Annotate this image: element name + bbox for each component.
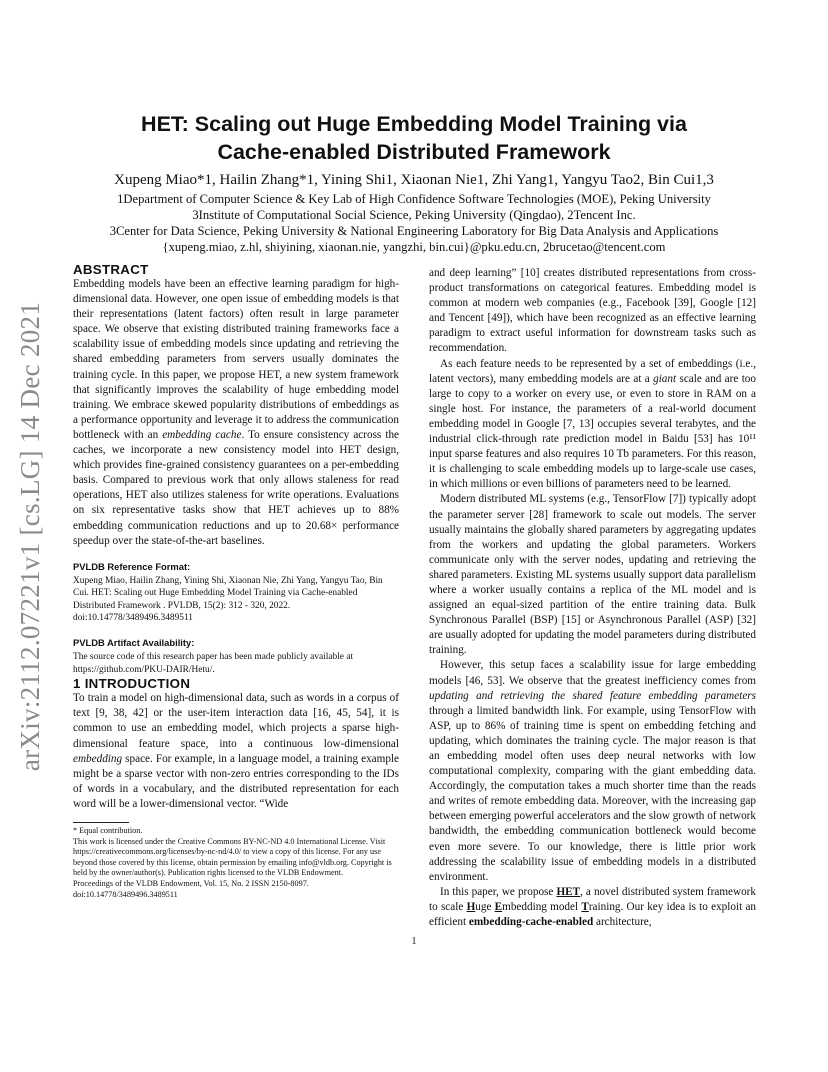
page-number: 1 — [411, 936, 417, 947]
right-p5-part-1: In this paper, we propose — [440, 885, 557, 898]
author-emails: {xupeng.miao, z.hl, shiyining, xiaonan.nie, yangzhi, bin.cui}@pku.edu.cn, 2brucetao@tencent.com — [162, 240, 666, 254]
right-p5-part-4: mbedding model — [502, 900, 582, 913]
right-p4-emphasis: updating and retrieving the shared feature embedding parameters — [429, 689, 756, 702]
right-p5-part-2: , a novel distributed system framework to scale — [429, 885, 756, 913]
footnote-equal-contribution: * Equal contribution. — [73, 826, 143, 835]
introduction-paragraph — [73, 691, 399, 812]
right-p5-bold-phrase: embedding-cache-enabled — [468, 916, 594, 929]
abstract-part-1: Embedding models have been an effective learning paradigm for high-dimensional data. However, one open issue of embedding models is that their representations (latent factors) often result in large parameter space. We observe that existing distributed training frameworks face a scalability issue of embedding models since updating and retrieving the shared embedding parameters from servers usually dominates the training cycle. In this paper, we propose HET, a new system framework that significantly improves the scalability of huge embedding model training. We embrace skewed popularity distributions of embeddings as a performance opportunity and leverage it to address the communication bottleneck with an — [73, 278, 399, 441]
paper-title — [60, 110, 768, 166]
affiliation-line-2: 3Institute of Computational Social Science, Peking University (Qingdao), 2Tencent Inc. — [192, 208, 636, 222]
right-paragraph-1: and deep learning” [10] creates distributed representations from cross-product transformations on categorical features. Embedding model is common at modern web companies (e.g., Facebook [39], Google [12] and Tencent [49]), which have been recognized as an effective learning paradigm to extract useful information for downstream tasks such as recommendation. — [429, 267, 756, 355]
right-p4-part-2: through a limited bandwidth link. For example, using TensorFlow with ASP, up to 86% of training time is spent on embedding fetching and updating, which dominates the training cycle. The major reason is that an embedding model often uses deep neural networks with low computational complexity, comparing with the giant embedding data. Accordingly, the computation takes a much shorter time than the reads and writes of remote embedding data. Moreover, with the increasing gap between emerging powerful accelerators and the slow growth of network bandwidth, the embedding communication bottleneck would become even more severe. To our knowledge, there is little prior work addressing the scalability issue of embedding models in a distributed environment. — [429, 704, 756, 883]
acronym-letter-t: T — [581, 900, 589, 913]
affiliation-line-3: 3Center for Data Science, Peking University & National Engineering Laboratory for Big Data Analysis and Applications — [109, 224, 719, 238]
reference-format-heading: PVLDB Reference Format: — [73, 560, 191, 572]
arxiv-identifier-stamp — [11, 0, 51, 1072]
introduction-heading: 1 INTRODUCTION — [73, 676, 191, 692]
acronym-letter-h: H — [466, 900, 476, 913]
intro-part-2: space. For example, in a language model, a training example might be a sparse vector with non-zero entries corresponding to the IDs of words in a vocabulary, and the distributed representation for each word will be a lower-dimensional vector. “Wide — [73, 752, 399, 810]
footnote-divider — [73, 822, 129, 823]
left-column — [73, 262, 399, 900]
abstract-part-2: . To ensure consistency across the caches, we incorporate a new consistency model into HET design, which provides fine-grained consistency guarantees on a per-embedding basis. Compared to previous work that only allows staleness for read operations, HET also utilizes staleness for write operations. Evaluations on six representative tasks show that HET achieves up to 88% embedding communication reductions and up to 20.68× performance speedup over the state-of-the-art baselines. — [73, 428, 399, 547]
title-line-2: Cache-enabled Distributed Framework — [217, 140, 611, 164]
right-paragraph-5 — [429, 885, 756, 930]
right-p5-part-6: architecture, — [593, 916, 652, 929]
het-name: HET — [556, 885, 581, 898]
arxiv-id-text: arXiv:2112.07221v1 [cs.LG] 14 Dec 2021 — [15, 301, 46, 771]
abstract-text — [73, 277, 399, 549]
right-paragraph-3: Modern distributed ML systems (e.g., TensorFlow [7]) typically adopt the parameter server [28] framework to scale out models. The server usually maintains the globally shared parameters by aggregating updates from the workers and updating the global parameters. Workers communicate only with the server nodes, updating and retrieving the shared parameters. Existing ML systems usually support data parallelism where a worker usually contains a replica of the ML model and is assigned an equal-sized partition of the entire training data. Bulk Synchronous Parallel (BSP) [15] or Asynchronous Parallel (ASP) [32] are usually adopted for updating the model parameters during distributed training. — [429, 493, 756, 657]
author-list: Xupeng Miao*1, Hailin Zhang*1, Yining Shi1, Xiaonan Nie1, Zhi Yang1, Yangyu Tao2, Bin Cui1,3 — [114, 172, 714, 188]
abstract-emphasis: embedding cache — [162, 428, 242, 441]
footnote-proceedings: Proceedings of the VLDB Endowment, Vol. 15, No. 2 ISSN 2150-8097. doi:10.14778/3489496.3489511 — [73, 878, 309, 899]
right-p2-emphasis: giant — [653, 372, 677, 385]
right-p2-part-1: As each feature needs to be represented by a set of embeddings (i.e., latent vectors), many embedding models are at a — [429, 357, 756, 385]
right-p4-part-1: However, this setup faces a scalability issue for large embedding models [46, 53]. We observe that the greatest inefficiency comes from — [429, 659, 756, 687]
right-p2-part-2: scale and are too large to copy to a worker on every use, or even to store in RAM on a single host. For instance, the parameters of a real-world document embedding model in Google [7, 13] occupies several terabytes, and the industrial click-through rate prediction model in Baidu [53] has 10¹¹ input sparse features and also requires 10 Tb parameters. For this reason, it is challenging to scale embedding models up to large-scale use cases, in which millions or even billions of parameters need to be learned. — [429, 372, 756, 491]
right-p5-part-3: uge — [475, 900, 495, 913]
artifact-text: The source code of this research paper has been made publicly available at https://github.com/PKU-DAIR/Hetu/. — [73, 652, 354, 675]
abstract-heading: ABSTRACT — [73, 262, 149, 277]
intro-part-1: To train a model on high-dimensional data, such as words in a corpus of text [9, 38, 42] or the user-item interaction data [16, 45, 54], it is common to use an embedding model, which projects a sparse high-dimensional feature space, into a continuous low-dimensional — [73, 692, 399, 750]
right-p5-part-5: raining. Our key idea is to exploit an efficient — [429, 900, 757, 929]
title-line-1: HET: Scaling out Huge Embedding Model Training via — [141, 112, 687, 136]
artifact-heading: PVLDB Artifact Availability: — [73, 637, 195, 649]
right-column — [429, 266, 756, 930]
right-paragraph-4 — [429, 658, 756, 884]
intro-emphasis: embedding — [73, 752, 123, 765]
acronym-letter-e: E — [494, 900, 503, 913]
right-paragraph-2 — [429, 357, 756, 493]
affiliation-line-1: 1Department of Computer Science & Key Lab of High Confidence Software Technologies (MOE), Peking University — [117, 192, 711, 206]
footnote-license: This work is licensed under the Creative Commons BY-NC-ND 4.0 International License. Visit https://creativecommons.org/licenses/by-nc-nd/4.0/ to view a copy of this license. For any use beyond those covered by this license, obtain permission by emailing info@vldb.org. Copyright is held by the owner/author(s). Publication rights licensed to the VLDB Endowment. — [73, 836, 392, 878]
reference-format-text: Xupeng Miao, Hailin Zhang, Yining Shi, Xiaonan Nie, Zhi Yang, Yangyu Tao, Bin Cui. HET: Scaling out Huge Embedding Model Training via Cache-enabled Distributed Framework . PVLDB, 15(2): 312 - 320, 2022. doi:10.14778/3489496.3489511 — [73, 575, 383, 624]
